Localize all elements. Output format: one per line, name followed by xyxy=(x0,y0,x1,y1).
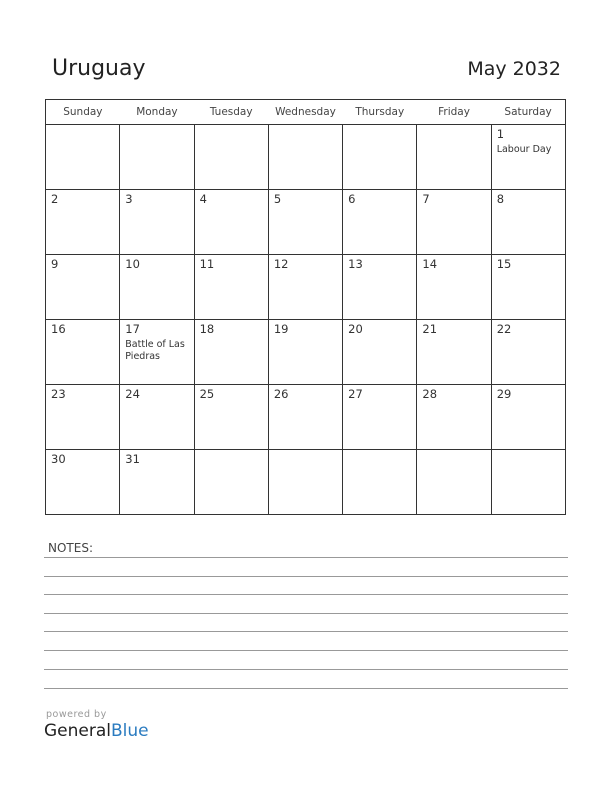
day-number: 7 xyxy=(422,192,430,206)
day-cell-3 xyxy=(120,190,194,255)
day-number: 14 xyxy=(422,257,438,271)
day-number: 24 xyxy=(125,387,140,401)
day-number: 6 xyxy=(348,192,356,206)
note-line xyxy=(44,576,568,577)
day-number: 2 xyxy=(51,192,59,206)
notes-label: NOTES: xyxy=(48,541,93,555)
day-cell-17 xyxy=(120,320,194,385)
empty-day-cell xyxy=(417,125,491,190)
day-cell-9 xyxy=(46,255,120,320)
day-number: 13 xyxy=(348,257,363,271)
day-number: 21 xyxy=(422,322,438,336)
brand-general: General xyxy=(44,721,111,741)
day-number: 16 xyxy=(51,322,66,336)
note-line xyxy=(44,594,568,595)
empty-day-cell xyxy=(120,125,194,190)
day-cell-8 xyxy=(491,190,565,255)
country-title: Uruguay xyxy=(52,56,146,81)
weekday-saturday: Saturday xyxy=(491,100,565,125)
empty-day-cell xyxy=(194,450,268,515)
day-number: 1 xyxy=(496,127,505,141)
day-cell-1 xyxy=(491,125,565,190)
day-cell-14 xyxy=(417,255,491,320)
day-cell-11 xyxy=(194,255,268,320)
day-number: 8 xyxy=(496,192,505,206)
day-number: 20 xyxy=(348,322,363,336)
note-line xyxy=(44,650,568,651)
weekday-monday: Monday xyxy=(120,100,194,125)
day-number: 31 xyxy=(125,452,140,466)
empty-day-cell xyxy=(491,450,565,515)
day-cell-6 xyxy=(343,190,417,255)
day-number: 15 xyxy=(496,257,512,271)
weekday-sunday: Sunday xyxy=(46,100,120,125)
day-number: 22 xyxy=(496,322,512,336)
day-cell-5 xyxy=(268,190,342,255)
day-cell-18 xyxy=(194,320,268,385)
day-cell-15 xyxy=(491,255,565,320)
day-cell-29 xyxy=(491,385,565,450)
day-number: 9 xyxy=(51,257,59,271)
note-line xyxy=(44,688,568,689)
day-cell-26 xyxy=(268,385,342,450)
week-row xyxy=(46,385,566,450)
day-cell-28 xyxy=(417,385,491,450)
empty-day-cell xyxy=(343,450,417,515)
note-line xyxy=(44,669,568,670)
day-number: 11 xyxy=(199,257,215,271)
day-cell-12 xyxy=(268,255,342,320)
empty-day-cell xyxy=(268,125,342,190)
day-number: 27 xyxy=(348,387,363,401)
day-cell-31 xyxy=(120,450,194,515)
day-number: 5 xyxy=(273,192,282,206)
day-cell-22 xyxy=(491,320,565,385)
day-number: 3 xyxy=(125,192,133,206)
day-number: 26 xyxy=(273,387,289,401)
day-number: 29 xyxy=(496,387,512,401)
day-number: 10 xyxy=(125,257,140,271)
week-row xyxy=(46,255,566,320)
day-number: 19 xyxy=(273,322,289,336)
day-cell-10 xyxy=(120,255,194,320)
holiday-event: Battle of Las Piedras xyxy=(125,339,185,362)
day-number: 12 xyxy=(273,257,289,271)
day-number: 17 xyxy=(125,322,140,336)
day-cell-27 xyxy=(343,385,417,450)
calendar-grid xyxy=(45,99,566,515)
note-line xyxy=(44,557,568,558)
day-number: 25 xyxy=(199,387,215,401)
empty-day-cell xyxy=(417,450,491,515)
day-cell-16 xyxy=(46,320,120,385)
day-number: 18 xyxy=(199,322,215,336)
powered-by-text: powered by xyxy=(46,709,107,720)
week-row xyxy=(46,125,566,190)
day-cell-21 xyxy=(417,320,491,385)
weekday-thursday: Thursday xyxy=(343,100,417,125)
empty-day-cell xyxy=(343,125,417,190)
day-cell-7 xyxy=(417,190,491,255)
day-number: 4 xyxy=(199,192,207,206)
calendar-body xyxy=(46,125,566,515)
month-year-title: May 2032 xyxy=(467,58,561,80)
weekday-wednesday: Wednesday xyxy=(268,100,342,125)
day-cell-13 xyxy=(343,255,417,320)
note-line xyxy=(44,613,568,614)
day-number: 30 xyxy=(51,452,66,466)
empty-day-cell xyxy=(46,125,120,190)
day-cell-25 xyxy=(194,385,268,450)
week-row xyxy=(46,450,566,515)
empty-day-cell xyxy=(268,450,342,515)
day-cell-19 xyxy=(268,320,342,385)
day-cell-23 xyxy=(46,385,120,450)
day-number: 28 xyxy=(422,387,438,401)
day-cell-24 xyxy=(120,385,194,450)
weekday-tuesday: Tuesday xyxy=(194,100,268,125)
weekday-header-row xyxy=(46,100,566,125)
day-cell-2 xyxy=(46,190,120,255)
day-cell-20 xyxy=(343,320,417,385)
week-row xyxy=(46,190,566,255)
day-cell-4 xyxy=(194,190,268,255)
brand-blue: Blue xyxy=(111,721,149,741)
day-cell-30 xyxy=(46,450,120,515)
holiday-event: Labour Day xyxy=(496,144,552,155)
weekday-friday: Friday xyxy=(417,100,491,125)
generalblue-logo xyxy=(44,721,149,741)
week-row xyxy=(46,320,566,385)
empty-day-cell xyxy=(194,125,268,190)
day-number: 23 xyxy=(51,387,66,401)
note-line xyxy=(44,631,568,632)
